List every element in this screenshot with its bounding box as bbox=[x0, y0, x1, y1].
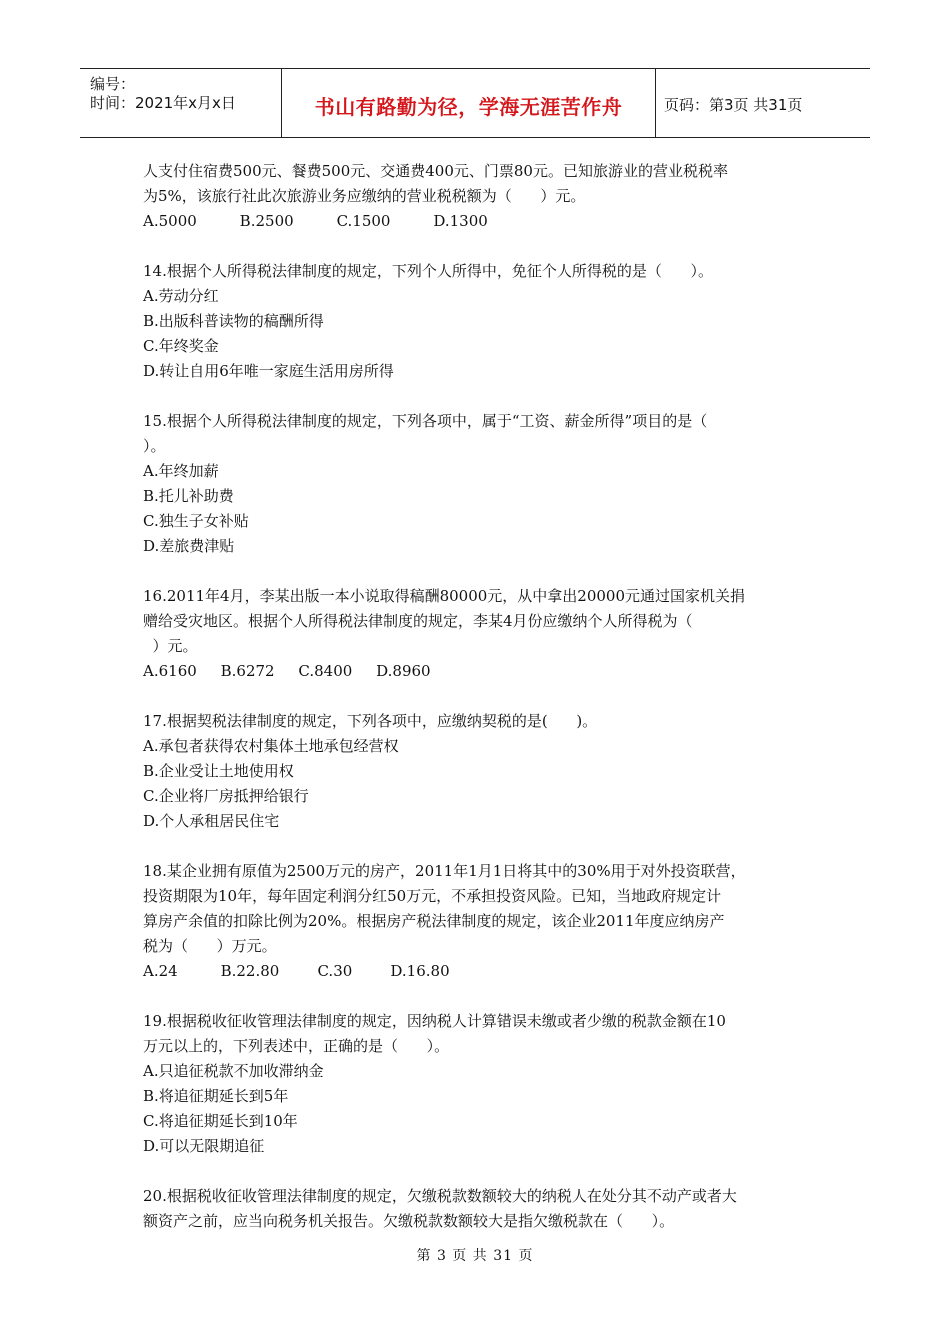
document-body bbox=[143, 159, 813, 1234]
paragraph-gap bbox=[143, 559, 813, 584]
text-line: A.6160 B.6272 C.8400 D.8960 bbox=[143, 662, 431, 680]
text-line: 算房产余值的扣除比例为20%。根据房产税法律制度的规定，该企业2011年度应纳房产 bbox=[143, 912, 725, 930]
text-line: 为5%，该旅行社此次旅游业务应缴纳的营业税税额为（ ）元。 bbox=[143, 187, 586, 205]
text-line: A.劳动分红 bbox=[143, 287, 219, 305]
text-line: B.将追征期延长到5年 bbox=[143, 1087, 289, 1105]
text-line: A.只追征税款不加收滞纳金 bbox=[143, 1062, 324, 1080]
text-line: A.5000 B.2500 C.1500 D.1300 bbox=[143, 212, 488, 230]
text-line: 税为（ ）万元。 bbox=[143, 937, 277, 955]
document-date: 时间：2021年x月x日 bbox=[90, 94, 236, 112]
paragraph-gap bbox=[143, 234, 813, 259]
page-header bbox=[80, 68, 870, 138]
text-line: D.个人承租居民住宅 bbox=[143, 812, 280, 830]
text-line: B.托儿补助费 bbox=[143, 487, 234, 505]
text-line: ）元。 bbox=[143, 637, 198, 655]
text-line: 投资期限为10年，每年固定利润分红50万元，不承担投资风险。已知，当地政府规定计 bbox=[143, 887, 722, 905]
page-footer: 第 3 页 共 31 页 bbox=[416, 1248, 534, 1264]
text-line: C.将追征期延长到10年 bbox=[143, 1112, 298, 1130]
paragraph-gap bbox=[143, 684, 813, 709]
text-line: 20.根据税收征收管理法律制度的规定，欠缴税款数额较大的纳税人在处分其不动产或者大 bbox=[143, 1187, 737, 1205]
paragraph-gap bbox=[143, 834, 813, 859]
text-line: C.独生子女补贴 bbox=[143, 512, 249, 530]
text-line: B.企业受让土地使用权 bbox=[143, 762, 294, 780]
text-line: 16.2011年4月，李某出版一本小说取得稿酬80000元，从中拿出20000元通过国家机关捐 bbox=[143, 587, 746, 605]
text-line: D.差旅费津贴 bbox=[143, 537, 235, 555]
page-code: 页码：第3页 共31页 bbox=[664, 96, 803, 114]
text-line: 18.某企业拥有原值为2500万元的房产，2011年1月1日将其中的30%用于对外投资联营， bbox=[143, 862, 746, 880]
text-line: 万元以上的，下列表述中，正确的是（ ）。 bbox=[143, 1037, 450, 1055]
text-line: A.年终加薪 bbox=[143, 462, 219, 480]
text-line: ）。 bbox=[143, 437, 166, 455]
header-page-cell bbox=[655, 69, 870, 137]
header-info-cell bbox=[80, 69, 281, 137]
text-line: 14.根据个人所得税法律制度的规定，下列个人所得中，免征个人所得税的是（ ）。 bbox=[143, 262, 713, 280]
text-line: 17.根据契税法律制度的规定，下列各项中，应缴纳契税的是( )。 bbox=[143, 712, 598, 730]
text-line: 赠给受灾地区。根据个人所得税法律制度的规定，李某4月份应缴纳个人所得税为（ bbox=[143, 612, 693, 630]
text-line: 19.根据税收征收管理法律制度的规定，因纳税人计算错误未缴或者少缴的税款金额在10 bbox=[143, 1012, 726, 1030]
text-line: 人支付住宿费500元、餐费500元、交通费400元、门票80元。已知旅游业的营业税税率 bbox=[143, 162, 728, 180]
text-line: C.年终奖金 bbox=[143, 337, 219, 355]
text-line: A.24 B.22.80 C.30 D.16.80 bbox=[143, 962, 450, 980]
paragraph-gap bbox=[143, 984, 813, 1009]
text-line: A.承包者获得农村集体土地承包经营权 bbox=[143, 737, 399, 755]
document-number-label: 编号： bbox=[90, 75, 136, 93]
text-line: C.企业将厂房抵押给银行 bbox=[143, 787, 309, 805]
text-line: D.可以无限期追征 bbox=[143, 1137, 265, 1155]
motto-text: 书山有路勤为径，学海无涯苦作舟 bbox=[314, 95, 623, 119]
text-line: 15.根据个人所得税法律制度的规定，下列各项中，属于“工资、薪金所得”项目的是（ bbox=[143, 412, 708, 430]
text-line: 额资产之前，应当向税务机关报告。欠缴税款数额较大是指欠缴税款在（ ）。 bbox=[143, 1212, 675, 1230]
paragraph-gap bbox=[143, 384, 813, 409]
text-line: B.出版科普读物的稿酬所得 bbox=[143, 312, 324, 330]
text-line: D.转让自用6年唯一家庭生活用房所得 bbox=[143, 362, 394, 380]
paragraph-gap bbox=[143, 1159, 813, 1184]
header-motto-cell bbox=[281, 69, 656, 137]
